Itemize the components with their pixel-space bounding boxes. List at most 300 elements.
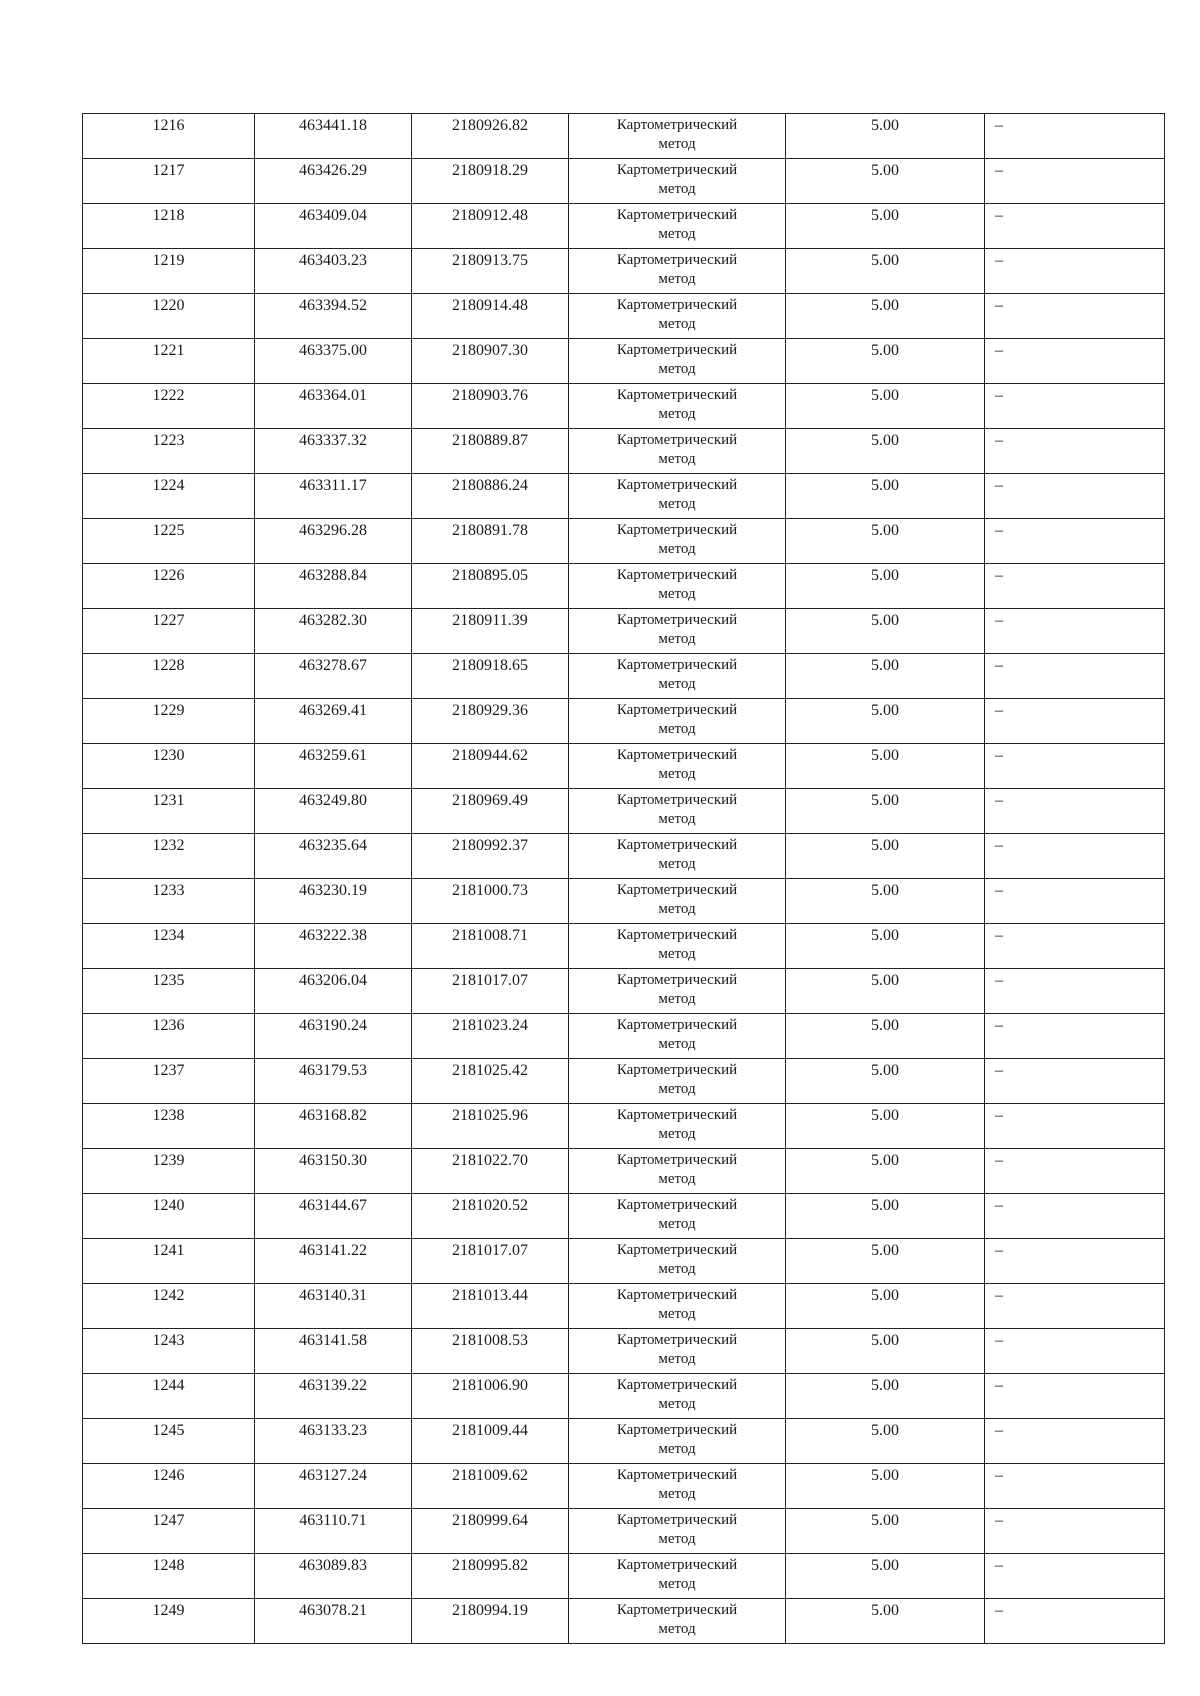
accuracy-cell — [786, 609, 985, 654]
x-coordinate: 463141.58 — [299, 1332, 367, 1349]
x-coordinate-cell — [255, 429, 412, 474]
method-line-1: Картометрический — [616, 702, 738, 718]
x-coordinate: 463168.82 — [299, 1107, 367, 1124]
method-cell — [569, 474, 786, 519]
y-coordinate-cell — [412, 969, 569, 1014]
x-coordinate: 463296.28 — [299, 522, 367, 539]
method-line-2: метод — [658, 1081, 696, 1097]
accuracy-cell — [786, 249, 985, 294]
point-number: 1224 — [152, 477, 185, 494]
point-number-cell — [83, 1374, 255, 1419]
note-cell — [985, 699, 1165, 744]
method-cell — [569, 834, 786, 879]
accuracy-cell — [786, 654, 985, 699]
y-coordinate-cell — [412, 1554, 569, 1599]
point-number: 1238 — [152, 1107, 185, 1124]
x-coordinate-cell — [255, 1419, 412, 1464]
x-coordinate: 463278.67 — [299, 657, 367, 674]
note-dash: – — [995, 1332, 1003, 1349]
method-line-1: Картометрический — [616, 252, 738, 268]
x-coordinate: 463133.23 — [299, 1422, 367, 1439]
y-coordinate-cell — [412, 744, 569, 789]
y-coordinate-cell — [412, 1239, 569, 1284]
accuracy-cell — [786, 699, 985, 744]
point-number-cell — [83, 519, 255, 564]
x-coordinate-cell — [255, 834, 412, 879]
method-line-2: метод — [658, 1576, 696, 1592]
method-line-1: Картометрический — [616, 1107, 738, 1123]
x-coordinate-cell — [255, 1194, 412, 1239]
method-line-1: Картометрический — [616, 297, 738, 313]
method-line-2: метод — [658, 316, 696, 332]
x-coordinate: 463144.67 — [299, 1197, 367, 1214]
point-number-cell — [83, 159, 255, 204]
x-coordinate-cell — [255, 879, 412, 924]
method-cell — [569, 924, 786, 969]
point-number: 1231 — [152, 792, 185, 809]
table-row — [83, 834, 1165, 879]
x-coordinate: 463426.29 — [299, 162, 367, 179]
accuracy-value: 5.00 — [871, 1062, 899, 1079]
x-coordinate-cell — [255, 1284, 412, 1329]
table-row — [83, 744, 1165, 789]
accuracy-cell — [786, 744, 985, 789]
method-line-2: метод — [658, 946, 696, 962]
point-number-cell — [83, 1284, 255, 1329]
x-coordinate-cell — [255, 1599, 412, 1644]
y-coordinate: 2181017.07 — [452, 972, 528, 989]
method-line-2: метод — [658, 1306, 696, 1322]
method-line-2: метод — [658, 991, 696, 1007]
method-line-1: Картометрический — [616, 1512, 738, 1528]
point-number: 1234 — [152, 927, 185, 944]
x-coordinate: 463222.38 — [299, 927, 367, 944]
point-number: 1248 — [152, 1557, 185, 1574]
y-coordinate-cell — [412, 879, 569, 924]
method-line-1: Картометрический — [616, 1287, 738, 1303]
table-row — [83, 1014, 1165, 1059]
y-coordinate: 2180911.39 — [452, 612, 528, 629]
accuracy-value: 5.00 — [871, 1242, 899, 1259]
table-row — [83, 699, 1165, 744]
table-row — [83, 204, 1165, 249]
y-coordinate-cell — [412, 429, 569, 474]
method-line-1: Картометрический — [616, 792, 738, 808]
note-dash: – — [995, 522, 1003, 539]
method-line-1: Картометрический — [616, 1377, 738, 1393]
point-number: 1233 — [152, 882, 185, 899]
accuracy-cell — [786, 1464, 985, 1509]
x-coordinate: 463249.80 — [299, 792, 367, 809]
method-cell — [569, 1149, 786, 1194]
method-line-1: Картометрический — [616, 1242, 738, 1258]
table-row — [83, 114, 1165, 159]
method-cell — [569, 384, 786, 429]
method-cell — [569, 1329, 786, 1374]
accuracy-cell — [786, 1194, 985, 1239]
method-cell — [569, 1239, 786, 1284]
y-coordinate-cell — [412, 1464, 569, 1509]
accuracy-value: 5.00 — [871, 1557, 899, 1574]
y-coordinate-cell — [412, 1149, 569, 1194]
point-number-cell — [83, 1239, 255, 1284]
point-number: 1225 — [152, 522, 185, 539]
method-cell — [569, 114, 786, 159]
note-cell — [985, 1419, 1165, 1464]
y-coordinate: 2180913.75 — [452, 252, 528, 269]
x-coordinate-cell — [255, 744, 412, 789]
accuracy-cell — [786, 1599, 985, 1644]
method-cell — [569, 744, 786, 789]
accuracy-cell — [786, 1509, 985, 1554]
point-number-cell — [83, 1329, 255, 1374]
point-number: 1240 — [152, 1197, 185, 1214]
y-coordinate: 2180918.29 — [452, 162, 528, 179]
point-number: 1226 — [152, 567, 185, 584]
y-coordinate: 2181020.52 — [452, 1197, 528, 1214]
method-line-1: Картометрический — [616, 477, 738, 493]
point-number: 1235 — [152, 972, 185, 989]
y-coordinate: 2181009.62 — [452, 1467, 528, 1484]
point-number: 1247 — [152, 1512, 185, 1529]
table-row — [83, 879, 1165, 924]
x-coordinate-cell — [255, 474, 412, 519]
note-cell — [985, 249, 1165, 294]
method-line-1: Картометрический — [616, 747, 738, 763]
point-number: 1222 — [152, 387, 185, 404]
x-coordinate-cell — [255, 789, 412, 834]
point-number-cell — [83, 789, 255, 834]
accuracy-cell — [786, 204, 985, 249]
note-dash: – — [995, 837, 1003, 854]
point-number: 1241 — [152, 1242, 185, 1259]
note-cell — [985, 1374, 1165, 1419]
method-line-2: метод — [658, 361, 696, 377]
accuracy-cell — [786, 1059, 985, 1104]
x-coordinate: 463441.18 — [299, 117, 367, 134]
y-coordinate: 2181025.42 — [452, 1062, 528, 1079]
point-number: 1223 — [152, 432, 185, 449]
note-dash: – — [995, 252, 1003, 269]
x-coordinate-cell — [255, 1149, 412, 1194]
method-cell — [569, 204, 786, 249]
note-dash: – — [995, 1377, 1003, 1394]
point-number: 1228 — [152, 657, 185, 674]
x-coordinate-cell — [255, 924, 412, 969]
note-dash: – — [995, 342, 1003, 359]
accuracy-cell — [786, 474, 985, 519]
x-coordinate: 463337.32 — [299, 432, 367, 449]
y-coordinate-cell — [412, 204, 569, 249]
y-coordinate-cell — [412, 474, 569, 519]
y-coordinate-cell — [412, 609, 569, 654]
method-cell — [569, 1554, 786, 1599]
note-dash: – — [995, 387, 1003, 404]
accuracy-value: 5.00 — [871, 1422, 899, 1439]
method-line-2: метод — [658, 901, 696, 917]
y-coordinate: 2180912.48 — [452, 207, 528, 224]
table-row — [83, 474, 1165, 519]
x-coordinate-cell — [255, 249, 412, 294]
point-number-cell — [83, 1554, 255, 1599]
y-coordinate: 2181008.71 — [452, 927, 528, 944]
method-line-2: метод — [658, 1351, 696, 1367]
accuracy-cell — [786, 1374, 985, 1419]
accuracy-cell — [786, 1329, 985, 1374]
note-dash: – — [995, 1152, 1003, 1169]
y-coordinate: 2181008.53 — [452, 1332, 528, 1349]
x-coordinate: 463375.00 — [299, 342, 367, 359]
x-coordinate-cell — [255, 384, 412, 429]
table-row — [83, 609, 1165, 654]
method-line-1: Картометрический — [616, 1197, 738, 1213]
x-coordinate: 463139.22 — [299, 1377, 367, 1394]
note-dash: – — [995, 432, 1003, 449]
accuracy-cell — [786, 519, 985, 564]
note-cell — [985, 294, 1165, 339]
note-cell — [985, 654, 1165, 699]
method-line-2: метод — [658, 496, 696, 512]
x-coordinate-cell — [255, 1554, 412, 1599]
y-coordinate: 2180918.65 — [452, 657, 528, 674]
x-coordinate: 463141.22 — [299, 1242, 367, 1259]
y-coordinate-cell — [412, 1014, 569, 1059]
x-coordinate-cell — [255, 519, 412, 564]
accuracy-cell — [786, 294, 985, 339]
note-dash: – — [995, 1557, 1003, 1574]
y-coordinate: 2180889.87 — [452, 432, 528, 449]
y-coordinate-cell — [412, 1599, 569, 1644]
method-line-2: метод — [658, 1396, 696, 1412]
point-number-cell — [83, 384, 255, 429]
method-line-1: Картометрический — [616, 837, 738, 853]
y-coordinate-cell — [412, 1194, 569, 1239]
table-row — [83, 1464, 1165, 1509]
y-coordinate-cell — [412, 1059, 569, 1104]
accuracy-value: 5.00 — [871, 1017, 899, 1034]
table-row — [83, 1554, 1165, 1599]
method-line-2: метод — [658, 856, 696, 872]
note-dash: – — [995, 1422, 1003, 1439]
method-cell — [569, 519, 786, 564]
y-coordinate-cell — [412, 1374, 569, 1419]
note-dash: – — [995, 927, 1003, 944]
method-line-1: Картометрический — [616, 882, 738, 898]
x-coordinate: 463288.84 — [299, 567, 367, 584]
x-coordinate-cell — [255, 204, 412, 249]
y-coordinate: 2181009.44 — [452, 1422, 528, 1439]
table-row — [83, 159, 1165, 204]
y-coordinate: 2181013.44 — [452, 1287, 528, 1304]
y-coordinate-cell — [412, 1419, 569, 1464]
point-number-cell — [83, 924, 255, 969]
point-number-cell — [83, 1509, 255, 1554]
point-number-cell — [83, 744, 255, 789]
x-coordinate-cell — [255, 564, 412, 609]
method-line-2: метод — [658, 586, 696, 602]
method-line-2: метод — [658, 1486, 696, 1502]
x-coordinate-cell — [255, 1374, 412, 1419]
point-number: 1217 — [152, 162, 185, 179]
accuracy-cell — [786, 1014, 985, 1059]
accuracy-value: 5.00 — [871, 1152, 899, 1169]
accuracy-value: 5.00 — [871, 1332, 899, 1349]
table-row — [83, 249, 1165, 294]
point-number-cell — [83, 879, 255, 924]
table-row — [83, 339, 1165, 384]
accuracy-value: 5.00 — [871, 702, 899, 719]
x-coordinate-cell — [255, 699, 412, 744]
x-coordinate-cell — [255, 1059, 412, 1104]
note-dash: – — [995, 1512, 1003, 1529]
method-line-2: метод — [658, 271, 696, 287]
accuracy-value: 5.00 — [871, 1602, 899, 1619]
accuracy-value: 5.00 — [871, 297, 899, 314]
note-dash: – — [995, 1197, 1003, 1214]
accuracy-value: 5.00 — [871, 792, 899, 809]
note-cell — [985, 924, 1165, 969]
method-cell — [569, 1374, 786, 1419]
method-line-2: метод — [658, 226, 696, 242]
method-line-2: метод — [658, 1441, 696, 1457]
note-dash: – — [995, 207, 1003, 224]
note-dash: – — [995, 1017, 1003, 1034]
note-dash: – — [995, 162, 1003, 179]
accuracy-value: 5.00 — [871, 1512, 899, 1529]
note-dash: – — [995, 567, 1003, 584]
x-coordinate: 463190.24 — [299, 1017, 367, 1034]
table-row — [83, 1509, 1165, 1554]
point-number-cell — [83, 609, 255, 654]
x-coordinate-cell — [255, 1239, 412, 1284]
point-number-cell — [83, 654, 255, 699]
method-line-2: метод — [658, 181, 696, 197]
method-cell — [569, 1419, 786, 1464]
y-coordinate-cell — [412, 1104, 569, 1149]
table-row — [83, 969, 1165, 1014]
note-dash: – — [995, 1062, 1003, 1079]
accuracy-value: 5.00 — [871, 342, 899, 359]
y-coordinate: 2180969.49 — [452, 792, 528, 809]
note-cell — [985, 1599, 1165, 1644]
x-coordinate-cell — [255, 1509, 412, 1554]
table-row — [83, 1239, 1165, 1284]
point-number: 1239 — [152, 1152, 185, 1169]
note-dash: – — [995, 297, 1003, 314]
table-row — [83, 1059, 1165, 1104]
table-row — [83, 294, 1165, 339]
method-line-1: Картометрический — [616, 1602, 738, 1618]
method-line-1: Картометрический — [616, 972, 738, 988]
method-cell — [569, 1104, 786, 1149]
accuracy-value: 5.00 — [871, 1377, 899, 1394]
x-coordinate: 463150.30 — [299, 1152, 367, 1169]
method-line-1: Картометрический — [616, 1467, 738, 1483]
method-line-1: Картометрический — [616, 1017, 738, 1033]
note-dash: – — [995, 477, 1003, 494]
note-cell — [985, 1509, 1165, 1554]
note-cell — [985, 834, 1165, 879]
x-coordinate: 463269.41 — [299, 702, 367, 719]
coordinates-table — [82, 113, 1165, 1644]
x-coordinate-cell — [255, 339, 412, 384]
accuracy-value: 5.00 — [871, 657, 899, 674]
note-dash: – — [995, 1107, 1003, 1124]
method-line-1: Картометрический — [616, 612, 738, 628]
method-cell — [569, 609, 786, 654]
method-line-2: метод — [658, 406, 696, 422]
point-number: 1237 — [152, 1062, 185, 1079]
point-number-cell — [83, 474, 255, 519]
method-line-2: метод — [658, 1261, 696, 1277]
y-coordinate: 2180903.76 — [452, 387, 528, 404]
method-line-1: Картометрический — [616, 387, 738, 403]
accuracy-value: 5.00 — [871, 567, 899, 584]
accuracy-cell — [786, 1419, 985, 1464]
point-number-cell — [83, 1149, 255, 1194]
x-coordinate: 463235.64 — [299, 837, 367, 854]
accuracy-value: 5.00 — [871, 117, 899, 134]
method-line-1: Картометрический — [616, 1332, 738, 1348]
y-coordinate: 2181022.70 — [452, 1152, 528, 1169]
y-coordinate: 2181025.96 — [452, 1107, 528, 1124]
method-line-2: метод — [658, 1036, 696, 1052]
method-cell — [569, 294, 786, 339]
accuracy-cell — [786, 789, 985, 834]
method-line-2: метод — [658, 811, 696, 827]
x-coordinate: 463206.04 — [299, 972, 367, 989]
method-line-2: метод — [658, 766, 696, 782]
method-cell — [569, 1194, 786, 1239]
accuracy-cell — [786, 1284, 985, 1329]
y-coordinate: 2181017.07 — [452, 1242, 528, 1259]
method-line-2: метод — [658, 1126, 696, 1142]
method-cell — [569, 1284, 786, 1329]
point-number-cell — [83, 114, 255, 159]
note-cell — [985, 474, 1165, 519]
x-coordinate: 463230.19 — [299, 882, 367, 899]
y-coordinate-cell — [412, 924, 569, 969]
method-line-2: метод — [658, 541, 696, 557]
x-coordinate-cell — [255, 1014, 412, 1059]
method-line-1: Картометрический — [616, 1422, 738, 1438]
note-cell — [985, 564, 1165, 609]
x-coordinate: 463282.30 — [299, 612, 367, 629]
table-row — [83, 1374, 1165, 1419]
y-coordinate: 2180929.36 — [452, 702, 528, 719]
y-coordinate-cell — [412, 519, 569, 564]
y-coordinate: 2180995.82 — [452, 1557, 528, 1574]
note-dash: – — [995, 1287, 1003, 1304]
point-number-cell — [83, 1419, 255, 1464]
point-number: 1229 — [152, 702, 185, 719]
point-number-cell — [83, 429, 255, 474]
point-number: 1219 — [152, 252, 185, 269]
y-coordinate-cell — [412, 564, 569, 609]
x-coordinate: 463140.31 — [299, 1287, 367, 1304]
method-line-1: Картометрический — [616, 162, 738, 178]
table-row — [83, 1149, 1165, 1194]
x-coordinate-cell — [255, 159, 412, 204]
method-line-1: Картометрический — [616, 1557, 738, 1573]
x-coordinate: 463078.21 — [299, 1602, 367, 1619]
table-row — [83, 1194, 1165, 1239]
accuracy-value: 5.00 — [871, 522, 899, 539]
method-cell — [569, 654, 786, 699]
note-cell — [985, 789, 1165, 834]
method-line-1: Картометрический — [616, 207, 738, 223]
note-cell — [985, 1014, 1165, 1059]
